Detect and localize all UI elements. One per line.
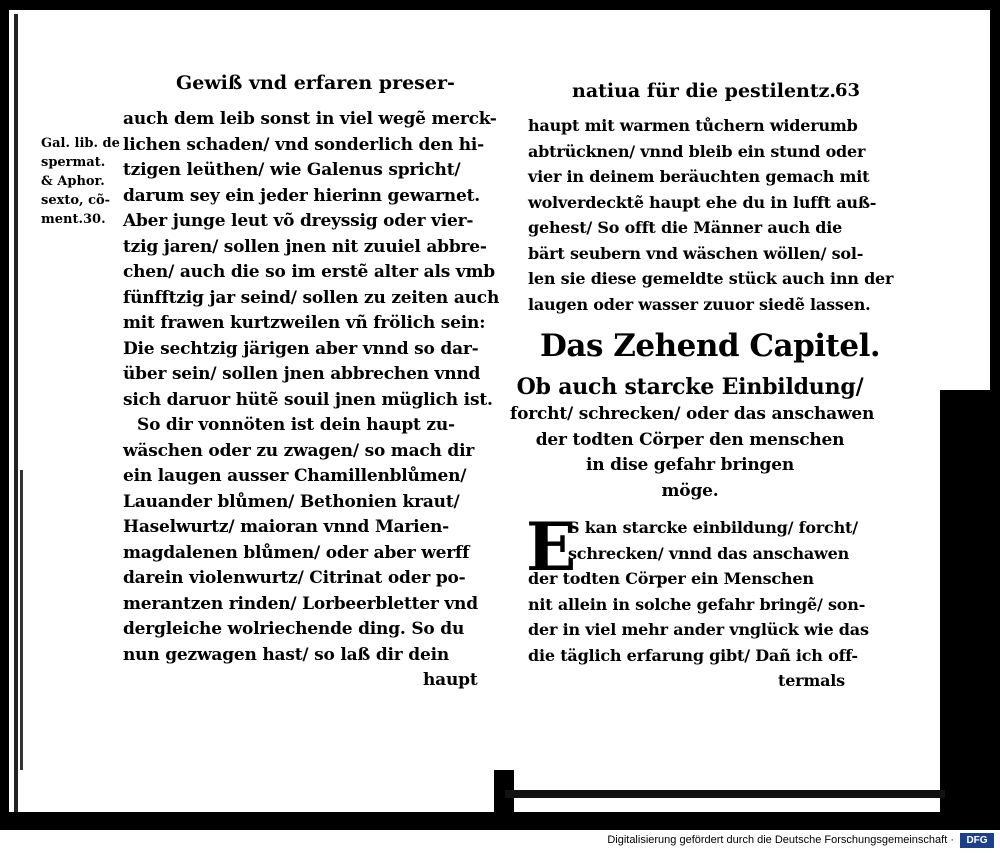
left-page-edge (14, 14, 18, 814)
text-line: haupt mit warmen tůchern widerumb (528, 116, 858, 135)
text-line: nit allein in solche gefahr bringẽ/ son- (528, 594, 866, 614)
text-line: über sein/ sollen jnen abbrechen vnnd (123, 364, 481, 384)
text-line: chen/ auch die so im erstẽ alter als vmb (123, 262, 495, 282)
text-line: wolverdecktẽ haupt ehe du in lufft auß- (528, 192, 877, 212)
text-line: auch dem leib sonst in viel wegẽ merck- (123, 109, 497, 129)
text-line: wäschen oder zu zwagen/ so mach dir (123, 440, 475, 461)
catchword: haupt (423, 670, 478, 690)
text-line: schrecken/ vnnd das anschawen (568, 543, 850, 563)
left-page-text (123, 107, 499, 694)
bottom-page-curl (505, 790, 945, 798)
footer (0, 830, 1000, 853)
text-line: abtrücknen/ vnnd bleib ein stund oder (528, 141, 866, 161)
catchword: termals (778, 671, 845, 690)
chapter-subtitle (510, 372, 875, 504)
text-line: der in viel mehr ander vnglück wie das (528, 620, 869, 639)
text-line: der todten Cörper ein Menschen (528, 569, 814, 588)
subtitle-line: in dise gefahr bringen (586, 455, 794, 475)
text-line: darum sey ein jeder hierinn gewarnet. (123, 185, 480, 206)
dfg-logo[interactable]: DFG (960, 833, 994, 848)
text-line: merantzen rinden/ Lorbeerbletter vnd (123, 593, 478, 614)
text-line: Lauander blůmen/ Bethonien kraut/ (123, 491, 460, 512)
right-running-head: natiua für die pestilentz. (572, 80, 837, 102)
text-line: fünfftzig jar seind/ sollen zu zeiten auch (123, 287, 500, 308)
marginal-line: spermat. (41, 155, 106, 170)
text-line: magdalenen blůmen/ oder aber werff (123, 542, 470, 563)
text-line: mit frawen kurtzweilen vñ frölich sein: (123, 313, 486, 333)
chapter-title: Das Zehend Capitel. (540, 328, 881, 364)
text-line: die täglich erfarung gibt/ Dañ ich off- (528, 645, 858, 665)
text-line: len sie diese gemeldte stück auch inn der (528, 269, 894, 288)
text-line: sich daruor hütẽ souil jnen müglich ist. (123, 389, 493, 410)
text-line: laugen oder wasser zuuor siedẽ lassen. (528, 294, 871, 314)
initial-letter: E (526, 508, 577, 586)
left-vertical-rule (20, 470, 23, 770)
marginal-line: & Aphor. (41, 174, 105, 189)
page-number: 63 (835, 80, 861, 101)
left-edge (0, 0, 9, 830)
text-line: lichen schaden/ vnd sonderlich den hi- (123, 134, 484, 155)
right-edge (990, 0, 1000, 830)
text-line: ein laugen ausser Chamillenblůmen/ (123, 466, 467, 486)
marginal-line: sexto, cõ- (41, 193, 111, 208)
top-edge (0, 0, 1000, 10)
text-line: Aber junge leut võ dreyssig oder vier- (123, 211, 474, 231)
subtitle-line: forcht/ schrecken/ oder das anschawen (510, 404, 875, 424)
left-running-head: Gewiß vnd erfaren preser- (176, 72, 455, 94)
text-line: vier in deinem beräuchten gemach mit (528, 167, 870, 186)
text-line: dergleiche wolriechende ding. So du (123, 619, 465, 639)
marginal-line: ment.30. (41, 212, 106, 227)
text-line: bärt seubern vnd wäschen wöllen/ sol- (528, 243, 864, 263)
text-line: Die sechtzig järigen aber vnnd so dar- (123, 338, 479, 359)
text-line: S kan starcke einbildung/ forcht/ (568, 518, 858, 537)
text-line: So dir vonnöten ist dein haupt zu- (137, 415, 455, 435)
text-line: darein violenwurtz/ Citrinat oder po- (123, 568, 466, 588)
text-line: gehest/ So offt die Männer auch die (528, 218, 843, 237)
subtitle-line: möge. (661, 480, 719, 501)
left-marginalia (41, 134, 120, 229)
marginal-line: Gal. lib. de (41, 136, 120, 151)
text-line: Haselwurtz/ maioran vnnd Marien- (123, 517, 450, 537)
subtitle-line: Ob auch starcke Einbildung/ (516, 374, 864, 400)
right-page-text-top (528, 113, 893, 317)
footer-credit: Digitalisierung gefördert durch die Deutsche Forschungsgemeinschaft · (607, 834, 954, 846)
right-page-body (528, 515, 869, 694)
right-page-edge-dark (940, 390, 990, 830)
text-line: nun gezwagen hast/ so laß dir dein (123, 644, 449, 665)
text-line: tzigen leüthen/ wie Galenus spricht/ (123, 160, 461, 180)
text-line: tzig jaren/ sollen jnen nit zuuiel abbre- (123, 236, 487, 257)
subtitle-line: der todten Cörper den menschen (535, 429, 845, 450)
